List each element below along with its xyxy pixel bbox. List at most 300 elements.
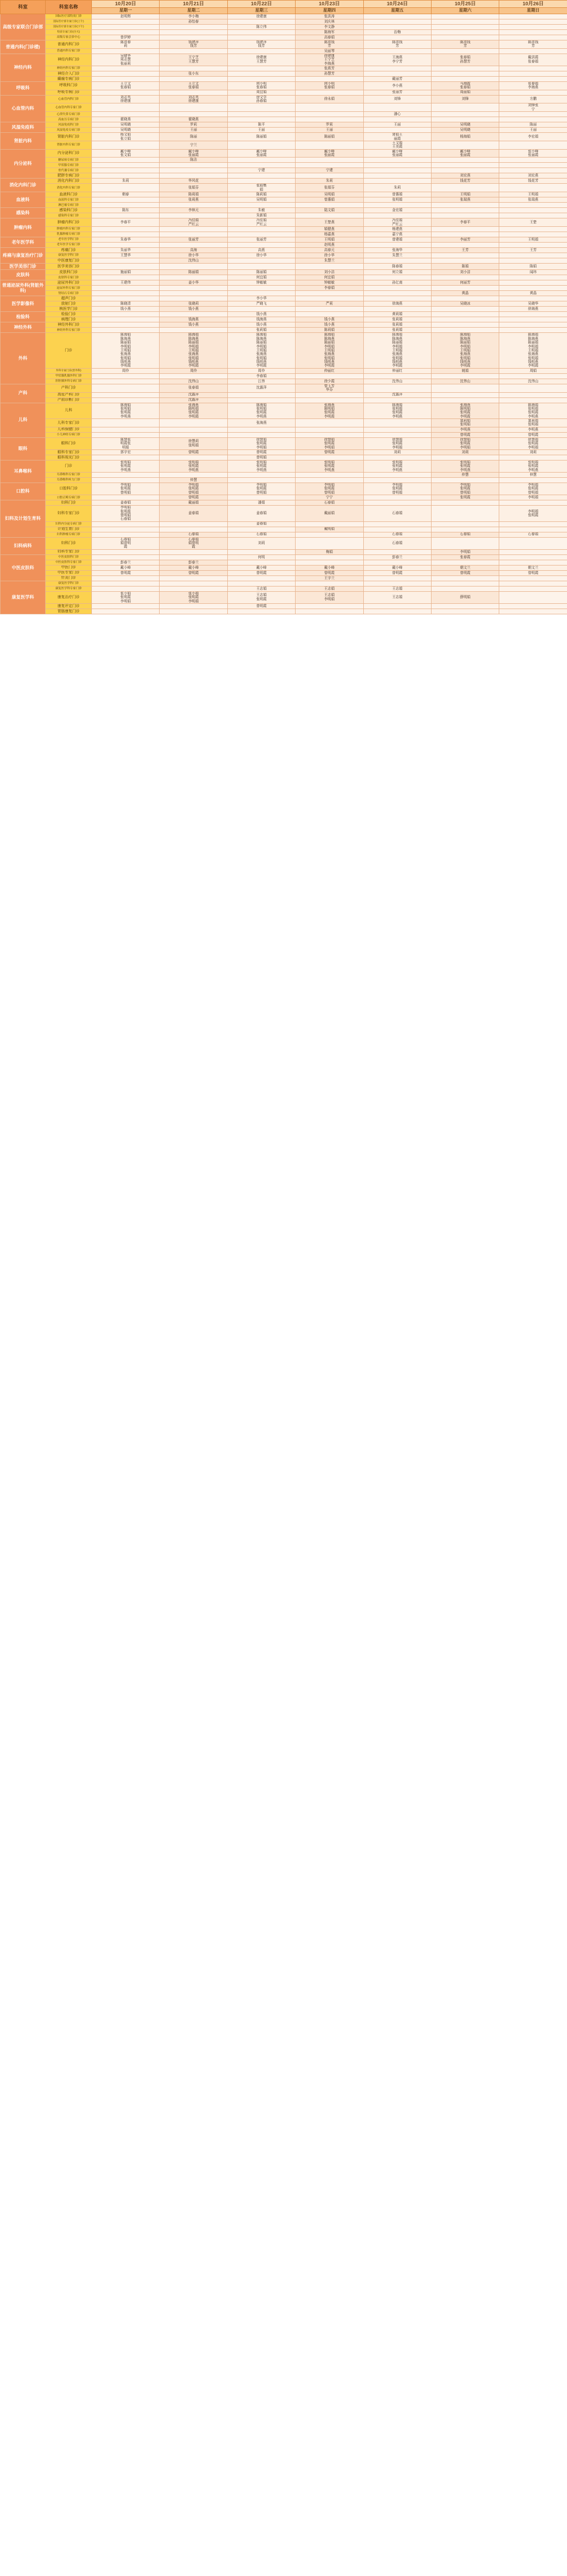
schedule-cell[interactable] [160,403,227,419]
schedule-cell[interactable] [363,537,431,549]
schedule-cell[interactable] [92,495,160,500]
clinic-name-cell[interactable]: 感染科专家门诊 [46,213,92,218]
clinic-name-cell[interactable]: 核医学门诊 [46,307,92,312]
schedule-cell[interactable] [227,537,295,549]
schedule-cell[interactable] [296,253,363,258]
clinic-name-cell[interactable]: 针灸门诊 [46,575,92,581]
schedule-cell[interactable] [92,460,160,472]
schedule-cell[interactable] [363,586,431,591]
schedule-cell[interactable] [296,40,363,49]
schedule-cell[interactable] [363,301,431,307]
clinic-name-cell[interactable]: 康复医学科专家门诊 [46,586,92,591]
schedule-cell[interactable] [92,322,160,328]
schedule-cell[interactable] [160,312,227,317]
schedule-cell[interactable] [363,263,431,270]
schedule-cell[interactable] [92,66,160,71]
schedule-cell[interactable] [499,437,567,449]
clinic-name-cell[interactable]: 妇科专家门诊 [46,549,92,554]
schedule-cell[interactable] [227,253,295,258]
schedule-cell[interactable] [431,48,499,54]
schedule-cell[interactable] [92,373,160,379]
schedule-cell[interactable] [160,560,227,565]
schedule-cell[interactable] [296,521,363,527]
schedule-cell[interactable] [431,149,499,158]
schedule-cell[interactable] [431,158,499,163]
clinic-name-cell[interactable]: 风湿免疫专病门诊 [46,128,92,133]
schedule-cell[interactable] [363,379,431,384]
schedule-cell[interactable] [363,232,431,237]
schedule-cell[interactable] [160,317,227,322]
clinic-name-cell[interactable]: 消化内科专家门诊 [46,184,92,192]
schedule-cell[interactable] [431,609,499,614]
schedule-cell[interactable] [499,226,567,232]
schedule-cell[interactable] [92,163,160,168]
schedule-cell[interactable] [363,122,431,128]
schedule-cell[interactable] [499,495,567,500]
schedule-cell[interactable] [160,296,227,301]
schedule-cell[interactable] [296,560,363,565]
schedule-cell[interactable] [363,591,431,603]
schedule-cell[interactable] [363,322,431,328]
clinic-name-cell[interactable]: 计划生育门诊 [46,527,92,532]
clinic-name-cell[interactable]: 普通内科专家门诊 [46,48,92,54]
schedule-cell[interactable] [499,66,567,71]
schedule-cell[interactable] [92,549,160,554]
schedule-cell[interactable] [363,403,431,419]
schedule-cell[interactable] [92,328,160,333]
schedule-cell[interactable] [227,14,295,19]
schedule-cell[interactable] [92,609,160,614]
schedule-cell[interactable] [499,455,567,460]
schedule-cell[interactable] [227,560,295,565]
schedule-cell[interactable] [499,384,567,392]
schedule-cell[interactable] [296,19,363,25]
clinic-name-cell[interactable]: 产前诊断门诊 [46,397,92,403]
schedule-cell[interactable] [499,368,567,373]
schedule-cell[interactable] [363,500,431,506]
schedule-cell[interactable] [363,237,431,242]
schedule-cell[interactable] [92,286,160,291]
schedule-cell[interactable] [227,237,295,242]
schedule-cell[interactable] [431,455,499,460]
schedule-cell[interactable] [296,581,363,586]
schedule-cell[interactable] [296,379,363,384]
schedule-cell[interactable] [431,473,499,478]
schedule-cell[interactable] [92,179,160,184]
schedule-cell[interactable] [363,392,431,397]
schedule-cell[interactable] [227,333,295,368]
schedule-cell[interactable] [160,14,227,19]
schedule-cell[interactable] [499,253,567,258]
clinic-name-cell[interactable]: 呼吸科门诊 [46,81,92,90]
schedule-cell[interactable] [431,25,499,30]
schedule-cell[interactable] [296,208,363,213]
schedule-cell[interactable] [227,307,295,312]
clinic-name-cell[interactable]: 病理门诊 [46,317,92,322]
schedule-cell[interactable] [92,397,160,403]
schedule-cell[interactable] [160,76,227,81]
schedule-cell[interactable] [296,103,363,112]
schedule-cell[interactable] [431,133,499,141]
schedule-cell[interactable] [227,317,295,322]
schedule-cell[interactable] [296,226,363,232]
clinic-name-cell[interactable]: 小儿神经专病门诊 [46,432,92,437]
schedule-cell[interactable] [160,173,227,179]
schedule-cell[interactable] [92,48,160,54]
schedule-cell[interactable] [431,521,499,527]
schedule-cell[interactable] [227,263,295,270]
schedule-cell[interactable] [431,554,499,560]
schedule-cell[interactable] [499,270,567,275]
schedule-cell[interactable] [363,483,431,495]
schedule-cell[interactable] [363,242,431,247]
schedule-cell[interactable] [431,237,499,242]
schedule-cell[interactable] [363,218,431,227]
schedule-cell[interactable] [227,242,295,247]
schedule-cell[interactable] [160,575,227,581]
schedule-cell[interactable] [296,197,363,203]
schedule-cell[interactable] [296,81,363,90]
schedule-cell[interactable] [160,368,227,373]
schedule-cell[interactable] [499,432,567,437]
schedule-cell[interactable] [431,581,499,586]
schedule-cell[interactable] [92,554,160,560]
schedule-cell[interactable] [499,570,567,575]
schedule-cell[interactable] [227,173,295,179]
schedule-cell[interactable] [160,554,227,560]
schedule-cell[interactable] [160,95,227,103]
schedule-cell[interactable] [499,301,567,307]
schedule-cell[interactable] [296,54,363,66]
schedule-cell[interactable] [431,449,499,455]
clinic-name-cell[interactable]: 神经外科专家门诊 [46,328,92,333]
schedule-cell[interactable] [296,586,363,591]
schedule-cell[interactable] [227,379,295,384]
clinic-name-cell[interactable]: 外科专家门诊(普外科) [46,368,92,373]
schedule-cell[interactable] [227,197,295,203]
schedule-cell[interactable] [431,40,499,49]
schedule-cell[interactable] [363,35,431,40]
schedule-cell[interactable] [227,322,295,328]
schedule-cell[interactable] [92,333,160,368]
clinic-name-cell[interactable]: 呼吸专病门诊 [46,90,92,95]
schedule-cell[interactable] [160,478,227,483]
schedule-cell[interactable] [363,296,431,301]
schedule-cell[interactable] [431,317,499,322]
schedule-cell[interactable] [296,48,363,54]
schedule-cell[interactable] [160,460,227,472]
schedule-cell[interactable] [363,203,431,208]
schedule-cell[interactable] [499,379,567,384]
schedule-cell[interactable] [227,275,295,280]
schedule-cell[interactable] [160,158,227,163]
schedule-cell[interactable] [431,71,499,76]
schedule-cell[interactable] [227,218,295,227]
clinic-name-cell[interactable]: 胃肠康复门诊 [46,609,92,614]
schedule-cell[interactable] [160,184,227,192]
schedule-cell[interactable] [160,218,227,227]
schedule-cell[interactable] [296,591,363,603]
schedule-cell[interactable] [227,149,295,158]
schedule-cell[interactable] [160,25,227,30]
schedule-cell[interactable] [227,258,295,263]
schedule-cell[interactable] [92,581,160,586]
schedule-cell[interactable] [227,122,295,128]
schedule-cell[interactable] [431,368,499,373]
schedule-cell[interactable] [92,14,160,19]
schedule-cell[interactable] [431,280,499,286]
clinic-name-cell[interactable]: 中医专家门诊 [46,570,92,575]
schedule-cell[interactable] [363,179,431,184]
schedule-cell[interactable] [227,203,295,208]
schedule-cell[interactable] [499,397,567,403]
schedule-cell[interactable] [160,263,227,270]
schedule-cell[interactable] [92,40,160,49]
schedule-cell[interactable] [296,373,363,379]
schedule-cell[interactable] [499,392,567,397]
clinic-name-cell[interactable]: 神经外科门诊 [46,322,92,328]
schedule-cell[interactable] [363,141,431,149]
schedule-cell[interactable] [92,392,160,397]
schedule-cell[interactable] [431,565,499,570]
schedule-cell[interactable] [296,128,363,133]
schedule-cell[interactable] [431,296,499,301]
schedule-cell[interactable] [363,549,431,554]
schedule-cell[interactable] [160,437,227,449]
schedule-cell[interactable] [227,296,295,301]
schedule-cell[interactable] [499,90,567,95]
schedule-cell[interactable] [160,270,227,275]
clinic-name-cell[interactable]: 妇科门诊 [46,537,92,549]
schedule-cell[interactable] [499,333,567,368]
schedule-cell[interactable] [92,95,160,103]
schedule-cell[interactable] [227,373,295,379]
schedule-cell[interactable] [160,286,227,291]
schedule-cell[interactable] [431,373,499,379]
schedule-cell[interactable] [92,232,160,237]
schedule-cell[interactable] [160,565,227,570]
schedule-cell[interactable] [227,549,295,554]
schedule-cell[interactable] [227,581,295,586]
schedule-cell[interactable] [431,270,499,275]
schedule-cell[interactable] [92,54,160,66]
clinic-name-cell[interactable]: 高危产科门诊 [46,392,92,397]
schedule-cell[interactable] [431,117,499,122]
schedule-cell[interactable] [363,554,431,560]
schedule-cell[interactable] [160,570,227,575]
schedule-cell[interactable] [431,122,499,128]
clinic-name-cell[interactable]: 康复治疗门诊 [46,591,92,603]
schedule-cell[interactable] [160,419,227,427]
schedule-cell[interactable] [92,226,160,232]
schedule-cell[interactable] [160,603,227,609]
schedule-cell[interactable] [363,460,431,472]
clinic-name-cell[interactable]: 疼痛门诊 [46,247,92,253]
schedule-cell[interactable] [92,103,160,112]
schedule-cell[interactable] [160,591,227,603]
schedule-cell[interactable] [363,48,431,54]
schedule-cell[interactable] [499,197,567,203]
schedule-cell[interactable] [296,483,363,495]
schedule-cell[interactable] [363,19,431,25]
schedule-cell[interactable] [227,432,295,437]
schedule-cell[interactable] [296,301,363,307]
schedule-cell[interactable] [431,247,499,253]
clinic-name-cell[interactable]: 耳鼻喉科听力门诊 [46,478,92,483]
schedule-cell[interactable] [227,427,295,432]
schedule-cell[interactable] [92,586,160,591]
clinic-name-cell[interactable]: 神经介入门诊 [46,71,92,76]
schedule-cell[interactable] [499,527,567,532]
schedule-cell[interactable] [160,500,227,506]
schedule-cell[interactable] [499,242,567,247]
schedule-cell[interactable] [160,473,227,478]
clinic-name-cell[interactable]: 甲状腺乳腺外科门诊 [46,373,92,379]
schedule-cell[interactable] [92,570,160,575]
schedule-cell[interactable] [160,301,227,307]
schedule-cell[interactable] [296,392,363,397]
schedule-cell[interactable] [227,554,295,560]
schedule-cell[interactable] [160,66,227,71]
schedule-cell[interactable] [363,128,431,133]
schedule-cell[interactable] [499,322,567,328]
schedule-cell[interactable] [296,328,363,333]
clinic-name-cell[interactable]: 肿瘤内科门诊 [46,218,92,227]
schedule-cell[interactable] [499,81,567,90]
schedule-cell[interactable] [92,128,160,133]
schedule-cell[interactable] [227,76,295,81]
clinic-name-cell[interactable]: 口腔科门诊 [46,483,92,495]
schedule-cell[interactable] [296,322,363,328]
schedule-cell[interactable] [92,478,160,483]
schedule-cell[interactable] [92,603,160,609]
schedule-cell[interactable] [160,537,227,549]
schedule-cell[interactable] [296,158,363,163]
schedule-cell[interactable] [499,14,567,19]
schedule-cell[interactable] [296,478,363,483]
clinic-name-cell[interactable]: 眼科专家门诊 [46,449,92,455]
schedule-cell[interactable] [296,437,363,449]
schedule-cell[interactable] [296,537,363,549]
schedule-cell[interactable] [227,521,295,527]
schedule-cell[interactable] [227,565,295,570]
schedule-cell[interactable] [92,427,160,432]
schedule-cell[interactable] [431,392,499,397]
schedule-cell[interactable] [296,112,363,117]
schedule-cell[interactable] [431,427,499,432]
schedule-cell[interactable] [499,213,567,218]
clinic-name-cell[interactable]: 检验门诊 [46,312,92,317]
clinic-name-cell[interactable]: 国际医疗部专家门诊(下午) [46,25,92,30]
schedule-cell[interactable] [296,90,363,95]
schedule-cell[interactable] [296,532,363,537]
schedule-cell[interactable] [431,218,499,227]
schedule-cell[interactable] [160,117,227,122]
schedule-cell[interactable] [499,133,567,141]
schedule-cell[interactable] [92,483,160,495]
schedule-cell[interactable] [431,81,499,90]
schedule-cell[interactable] [296,133,363,141]
schedule-cell[interactable] [92,35,160,40]
schedule-cell[interactable] [160,532,227,537]
schedule-cell[interactable] [499,35,567,40]
schedule-cell[interactable] [92,307,160,312]
clinic-name-cell[interactable]: 淋巴瘤专病门诊 [46,203,92,208]
schedule-cell[interactable] [92,379,160,384]
schedule-cell[interactable] [499,307,567,312]
schedule-cell[interactable] [92,500,160,506]
clinic-name-cell[interactable]: 内分泌科门诊 [46,149,92,158]
schedule-cell[interactable] [431,322,499,328]
schedule-cell[interactable] [227,286,295,291]
schedule-cell[interactable] [160,333,227,368]
schedule-cell[interactable] [499,565,567,570]
schedule-cell[interactable] [431,76,499,81]
schedule-cell[interactable] [296,35,363,40]
clinic-name-cell[interactable]: 口腔正畸专病门诊 [46,495,92,500]
schedule-cell[interactable] [499,247,567,253]
schedule-cell[interactable] [160,213,227,218]
schedule-cell[interactable] [499,506,567,522]
clinic-name-cell[interactable]: 泌尿外科专家门诊 [46,286,92,291]
schedule-cell[interactable] [160,581,227,586]
clinic-name-cell[interactable]: 普通内科门诊 [46,40,92,49]
schedule-cell[interactable] [499,521,567,527]
schedule-cell[interactable] [431,333,499,368]
schedule-cell[interactable] [363,40,431,49]
schedule-cell[interactable] [296,554,363,560]
schedule-cell[interactable] [227,403,295,419]
clinic-name-cell[interactable]: 心血管内科门诊 [46,95,92,103]
schedule-cell[interactable] [92,173,160,179]
schedule-cell[interactable] [296,449,363,455]
schedule-cell[interactable] [160,197,227,203]
schedule-cell[interactable] [92,247,160,253]
schedule-cell[interactable] [160,275,227,280]
schedule-cell[interactable] [296,603,363,609]
schedule-cell[interactable] [92,437,160,449]
schedule-cell[interactable] [499,419,567,427]
clinic-name-cell[interactable]: 甲状腺专病门诊 [46,163,92,168]
schedule-cell[interactable] [160,449,227,455]
schedule-cell[interactable] [499,537,567,549]
schedule-cell[interactable] [160,258,227,263]
schedule-cell[interactable] [92,208,160,213]
clinic-name-cell[interactable]: 国际医疗部特需门诊 [46,14,92,19]
schedule-cell[interactable] [92,368,160,373]
schedule-cell[interactable] [499,403,567,419]
schedule-cell[interactable] [160,506,227,522]
schedule-cell[interactable] [160,54,227,66]
schedule-cell[interactable] [92,112,160,117]
schedule-cell[interactable] [296,500,363,506]
schedule-cell[interactable] [227,368,295,373]
schedule-cell[interactable] [363,112,431,117]
schedule-cell[interactable] [296,242,363,247]
clinic-name-cell[interactable]: 风湿免疫科门诊 [46,122,92,128]
schedule-cell[interactable] [296,333,363,368]
schedule-cell[interactable] [296,258,363,263]
clinic-name-cell[interactable]: 老年医学科门诊 [46,237,92,242]
schedule-cell[interactable] [499,25,567,30]
clinic-name-cell[interactable]: 肾结石专病门诊 [46,291,92,296]
schedule-cell[interactable] [499,291,567,296]
schedule-cell[interactable] [499,280,567,286]
schedule-cell[interactable] [363,307,431,312]
schedule-cell[interactable] [296,527,363,532]
schedule-cell[interactable] [227,419,295,427]
schedule-cell[interactable] [363,609,431,614]
